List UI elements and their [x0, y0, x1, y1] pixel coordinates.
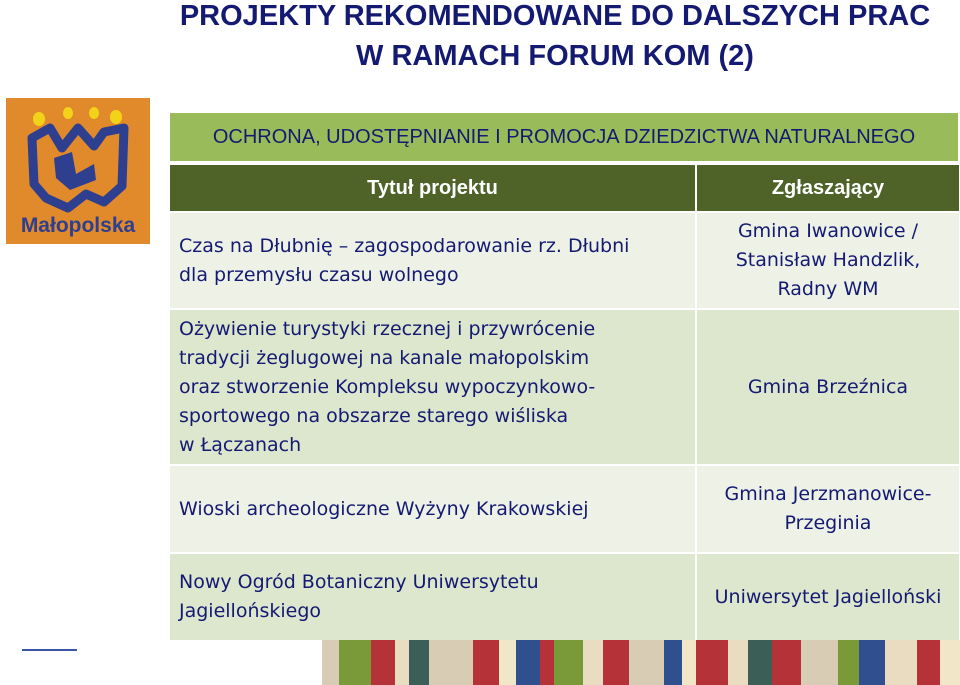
category-banner: OCHRONA, UDOSTĘPNIANIE I PROMOCJA DZIEDZICTWA NATURALNEGO — [170, 113, 958, 161]
project-title-line: oraz stworzenie Kompleksu wypoczynkowo- — [179, 375, 596, 398]
stripe-segment — [473, 640, 499, 685]
logo-dot-4 — [110, 110, 122, 124]
table-row — [170, 212, 960, 309]
stripe-segment — [859, 640, 885, 685]
stripe-segment — [629, 640, 664, 685]
stripe-segment — [682, 640, 697, 685]
applicant-line: Radny WM — [777, 278, 879, 300]
project-title-line: tradycji żeglugowej na kanale małopolskim — [179, 346, 590, 369]
project-title-cell — [170, 309, 696, 465]
stripe-segment — [554, 640, 583, 685]
malopolska-logo-graphic — [6, 98, 150, 244]
stripe-segment — [371, 640, 394, 685]
applicant-cell — [696, 309, 960, 465]
applicant-cell — [696, 212, 960, 309]
stripe-segment — [838, 640, 858, 685]
applicant-line: Stanisław Handzlik, — [735, 249, 921, 271]
logo-dot-3 — [89, 107, 99, 119]
stripe-segment — [409, 640, 429, 685]
project-title-line: Ożywienie turystyki rzecznej i przywrócenie — [179, 317, 596, 340]
logo-dot-2 — [63, 107, 73, 119]
stripe-segment — [917, 640, 940, 685]
applicant-line: Gmina Iwanowice / — [737, 220, 919, 242]
applicant-cell — [696, 553, 960, 641]
project-title-cell — [170, 465, 696, 553]
stripe-segment — [748, 640, 771, 685]
project-title-cell — [170, 212, 696, 309]
slide-title-line2: W RAMACH FORUM KOM (2) — [356, 40, 754, 72]
project-title-cell — [170, 553, 696, 641]
stripe-segment — [429, 640, 473, 685]
applicant-line: Uniwersytet Jagielloński — [714, 585, 942, 608]
project-title-line: sportowego na obszarze starego wiśliska — [179, 404, 569, 427]
stripe-segment — [696, 640, 728, 685]
stripe-segment — [583, 640, 603, 685]
stripe-segment — [339, 640, 371, 685]
table-header-row — [170, 165, 960, 212]
stripe-segment — [516, 640, 539, 685]
header-project-title: Tytuł projektu — [170, 165, 696, 212]
logo-wordmark: Małopolska — [20, 214, 136, 237]
stripe-segment — [499, 640, 516, 685]
applicant-line: Przeginia — [784, 512, 872, 534]
header-applicant: Zgłaszający — [696, 165, 960, 212]
project-title-line: w Łączanach — [179, 433, 302, 456]
projects-table — [170, 165, 960, 642]
decorative-stripe-band — [322, 640, 960, 685]
table-row — [170, 465, 960, 553]
stripe-segment — [395, 640, 410, 685]
stripe-segment — [728, 640, 748, 685]
table-row — [170, 309, 960, 465]
slide-title-line1: PROJEKTY REKOMENDOWANE DO DALSZYCH PRAC — [179, 0, 931, 32]
project-title-line: Nowy Ogród Botaniczny Uniwersytetu — [179, 571, 539, 593]
stripe-segment — [664, 640, 681, 685]
project-title-line: Jagiellońskiego — [179, 600, 322, 622]
stripe-segment — [772, 640, 801, 685]
stripe-segment — [603, 640, 629, 685]
applicant-cell — [696, 465, 960, 553]
project-title-line: Czas na Dłubnię – zagospodarowanie rz. Dłubni — [179, 234, 630, 257]
logo-dot-1 — [33, 112, 45, 126]
malopolska-logo — [6, 98, 150, 244]
stripe-segment — [940, 640, 960, 685]
applicant-line: Gmina Brzeźnica — [747, 375, 909, 398]
decorative-underline — [22, 649, 77, 651]
stripe-segment — [885, 640, 917, 685]
project-title-line: Wioski archeologiczne Wyżyny Krakowskiej — [179, 497, 589, 520]
stripe-segment — [322, 640, 339, 685]
table-row — [170, 553, 960, 641]
stripe-segment — [540, 640, 555, 685]
stripe-segment — [801, 640, 839, 685]
project-title-line: dla przemysłu czasu wolnego — [179, 263, 459, 286]
slide-title — [150, 0, 960, 76]
applicant-line: Gmina Jerzmanowice- — [724, 483, 932, 505]
